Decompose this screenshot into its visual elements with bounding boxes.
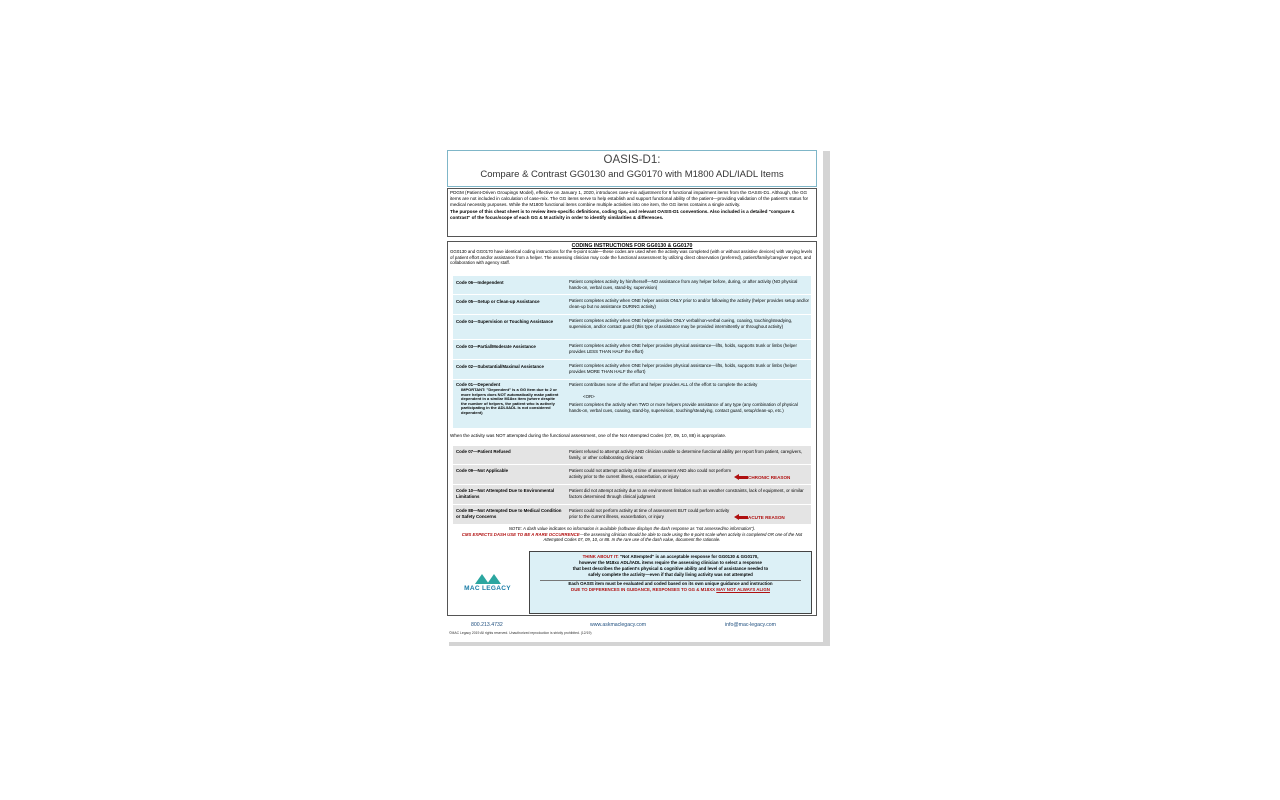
note-line-2 bbox=[454, 532, 810, 543]
code-desc: Patient contributes none of the effort and helper provides ALL of the effort to complete the activity bbox=[569, 382, 758, 387]
table-row bbox=[453, 340, 811, 359]
code-label: Code 07—Patient Refused bbox=[456, 449, 511, 454]
table-row bbox=[453, 276, 811, 294]
code-desc: Patient completes activity by him/herself—NO assistance from any helper before, during, or after activity (NO physical hands-on, verbal cues, stand-by, supervision) bbox=[569, 279, 798, 290]
coding-section bbox=[447, 241, 817, 616]
intro-paragraph-2: The purpose of this cheat sheet is to review item-specific definitions, coding tips, and relevant OASIS-D1 conventions. Also included is a detailed "compare & contrast" of the focus/scope of each GG & M activity in order to identify similarities & differences. bbox=[450, 209, 795, 221]
think-line-3: that best describes the patient's physical & cognitive ability and level of assistance needed to bbox=[572, 566, 769, 571]
code-desc-extra: Patient completes the activity when TWO or more helpers provide assistance of any type (any combination of physical hands-on, verbal cues, coaxing, stand-by, supervision, touching/steadying, contact guard, setup/clean-up, etc.) bbox=[569, 402, 798, 413]
code-label: Code 04—Supervision or Touching Assistance bbox=[456, 319, 554, 324]
code-desc: Patient refused to attempt activity AND clinician unable to determine functional ability per report from patient, caregivers, family, or other collaborating clinicians bbox=[569, 449, 803, 460]
footer-website: www.askmaclegacy.com bbox=[590, 622, 647, 628]
table-row bbox=[453, 446, 811, 464]
chronic-reason-label: CHRONIC REASON bbox=[748, 475, 791, 480]
logo-text: MAC LEGACY bbox=[464, 585, 511, 592]
code-desc: Patient could not perform activity at time of assessment BUT could perform activity prior to the current illness, exacerbation, or injury bbox=[569, 508, 730, 519]
table-row bbox=[453, 380, 811, 428]
document-title: OASIS-D1: bbox=[603, 154, 661, 166]
mountain-logo-icon bbox=[475, 572, 501, 584]
chronic-reason-tag bbox=[734, 475, 790, 481]
think-emphasis: DUE TO DIFFERENCES IN GUIDANCE, RESPONSES TO GG & M18XX bbox=[571, 587, 716, 592]
not-attempted-intro: When the activity was NOT attempted during the functional assessment, one of the Not Attempted Codes (07, 09, 10, 88) is appropriate. bbox=[450, 433, 727, 438]
code-desc: Patient completes activity when ONE helper assists ONLY prior to and/or following the activity (helper provides setup and/or clean-up but no assistance DURING activity) bbox=[569, 298, 809, 309]
table-row bbox=[453, 315, 811, 339]
title-box bbox=[447, 150, 817, 187]
think-line-2: however the M18xx ADL/IADL items require the assessing clinician to select a response bbox=[578, 560, 762, 565]
think-line-6 bbox=[530, 587, 811, 593]
table-row bbox=[453, 505, 811, 524]
coding-title: CODING INSTRUCTIONS FOR GG0130 & GG0170 bbox=[571, 243, 693, 249]
code-label: Code 06—Independent bbox=[456, 280, 504, 285]
think-emphasis-underlined: MAY NOT ALWAYS ALIGN bbox=[716, 587, 770, 592]
table-row bbox=[453, 485, 811, 504]
coding-intro: GG0130 and GG0170 have identical coding instructions for the 6-point scale—these codes are used when the activity was completed (with or without assistive devices) with varying levels of patient effort and/or assistance from a helper. The assessing clinician may code the functional assessment by utilizing direct observation (preferred), patient/family/caregiver report, and collaboration with agency staff. bbox=[450, 249, 813, 266]
footer-email: info@mac-legacy.com bbox=[725, 622, 777, 628]
dash-note bbox=[454, 526, 810, 543]
note-continuation: —the assessing clinician should be able to code using the 6-point scale when activity is completed OR one of the Not Attempted Codes 07, 09, 10, or 88. In the rare use of the dash value, document the rationale. bbox=[543, 531, 803, 543]
table-row bbox=[453, 465, 811, 484]
code-desc: Patient completes activity when ONE helper provides physical assistance—lifts, holds, supports trunk or limbs (helper provides LESS THAN HALF the effort) bbox=[569, 343, 797, 354]
code-desc: Patient could not attempt activity at time of assessment AND also could not perform activity prior to the current illness, exacerbation, or injury bbox=[569, 468, 732, 479]
code-label: Code 05—Setup or Clean-up Assistance bbox=[456, 299, 540, 304]
code-desc: Patient completes activity when ONE helper provides ONLY verbal/non-verbal cueing, coaxing, touching/steadying, supervision, and/or contact guard (this type of assistance may be provided intermittently or throughout activity) bbox=[569, 318, 793, 329]
arrow-left-icon bbox=[734, 515, 748, 520]
footer-phone: 800.213.4732 bbox=[471, 622, 503, 628]
code-label: Code 10—Not Attempted Due to Environmental Limitations bbox=[456, 488, 555, 499]
code-desc: Patient completes activity when ONE helper provides physical assistance—lifts, holds, supports trunk or limbs (helper provides MORE THAN HALF the effort) bbox=[569, 363, 797, 374]
table-row bbox=[453, 360, 811, 379]
acute-reason-label: ACUTE REASON bbox=[748, 515, 785, 520]
arrow-left-icon bbox=[734, 475, 748, 480]
note-line-1: NOTE: A dash value indicates no information is available (software displays the dash response as "not assessed/no information"). bbox=[508, 526, 756, 531]
document-subtitle: Compare & Contrast GG0130 and GG0170 with M1800 ADL/IADL Items bbox=[480, 169, 784, 180]
intro-paragraph-1: PDGM (Patient-Driven Groupings Model), effective on January 1, 2020, introduces case-mix adjustment for 8 functional impairment items from the OASIS-D1. Although, the GG items are not included in calculation of case-mix. The GG items serve to help establish and support functional ability of the patient—providing validation of the patient's status for medical necessity purposes. While the M1800 functional items combine multiple activities into one item, the GG items contains a single activity. bbox=[450, 190, 809, 207]
copyright-notice: ©MAC Legacy 2019 All rights reserved. Unauthorized reproduction is strictly prohibited. (12/19) bbox=[449, 631, 592, 635]
intro-box bbox=[447, 188, 817, 237]
or-separator: <OR> bbox=[583, 394, 595, 399]
think-line-4: safely complete the activity—even if that daily living activity was not attempted bbox=[588, 572, 753, 577]
think-lead: THINK ABOUT IT: bbox=[582, 554, 619, 559]
code-label: Code 09—Not Applicable bbox=[456, 468, 509, 473]
think-about-it-box bbox=[529, 551, 812, 614]
code-label: Code 01—Dependent bbox=[456, 382, 501, 387]
code-label: Code 03—Partial/Moderate Assistance bbox=[456, 344, 536, 349]
note-emphasis: CMS EXPECTS DASH USE TO BE A RARE OCCURRENCE bbox=[461, 531, 580, 537]
code-desc: Patient did not attempt activity due to an environment limitation such as weather constraints, lack of equipment, or similar factors determined through clinical judgment bbox=[569, 488, 804, 499]
think-line-5: Each OASIS item must be evaluated and coded based on its own unique guidance and instruction bbox=[568, 581, 773, 586]
think-text-1: "Not Attempted" is an acceptable response for GG0130 & GG0170, bbox=[619, 554, 759, 559]
code-label: Code 88—Not Attempted Due to Medical Condition or Safety Concerns bbox=[456, 508, 562, 519]
table-row bbox=[453, 295, 811, 314]
important-note: IMPORTANT: "Dependent" is a GG item due to 2 or more helpers does NOT automatically make patient dependent in a similar M18xx item (where despite the number of helpers, the patient who is actively participating in the ADL/IADL is not considered dependent) bbox=[461, 387, 559, 415]
mac-legacy-logo bbox=[460, 572, 515, 592]
code-label: Code 02—Substantial/Maximal Assistance bbox=[456, 364, 544, 369]
acute-reason-tag bbox=[734, 515, 785, 521]
document-page bbox=[445, 147, 823, 642]
